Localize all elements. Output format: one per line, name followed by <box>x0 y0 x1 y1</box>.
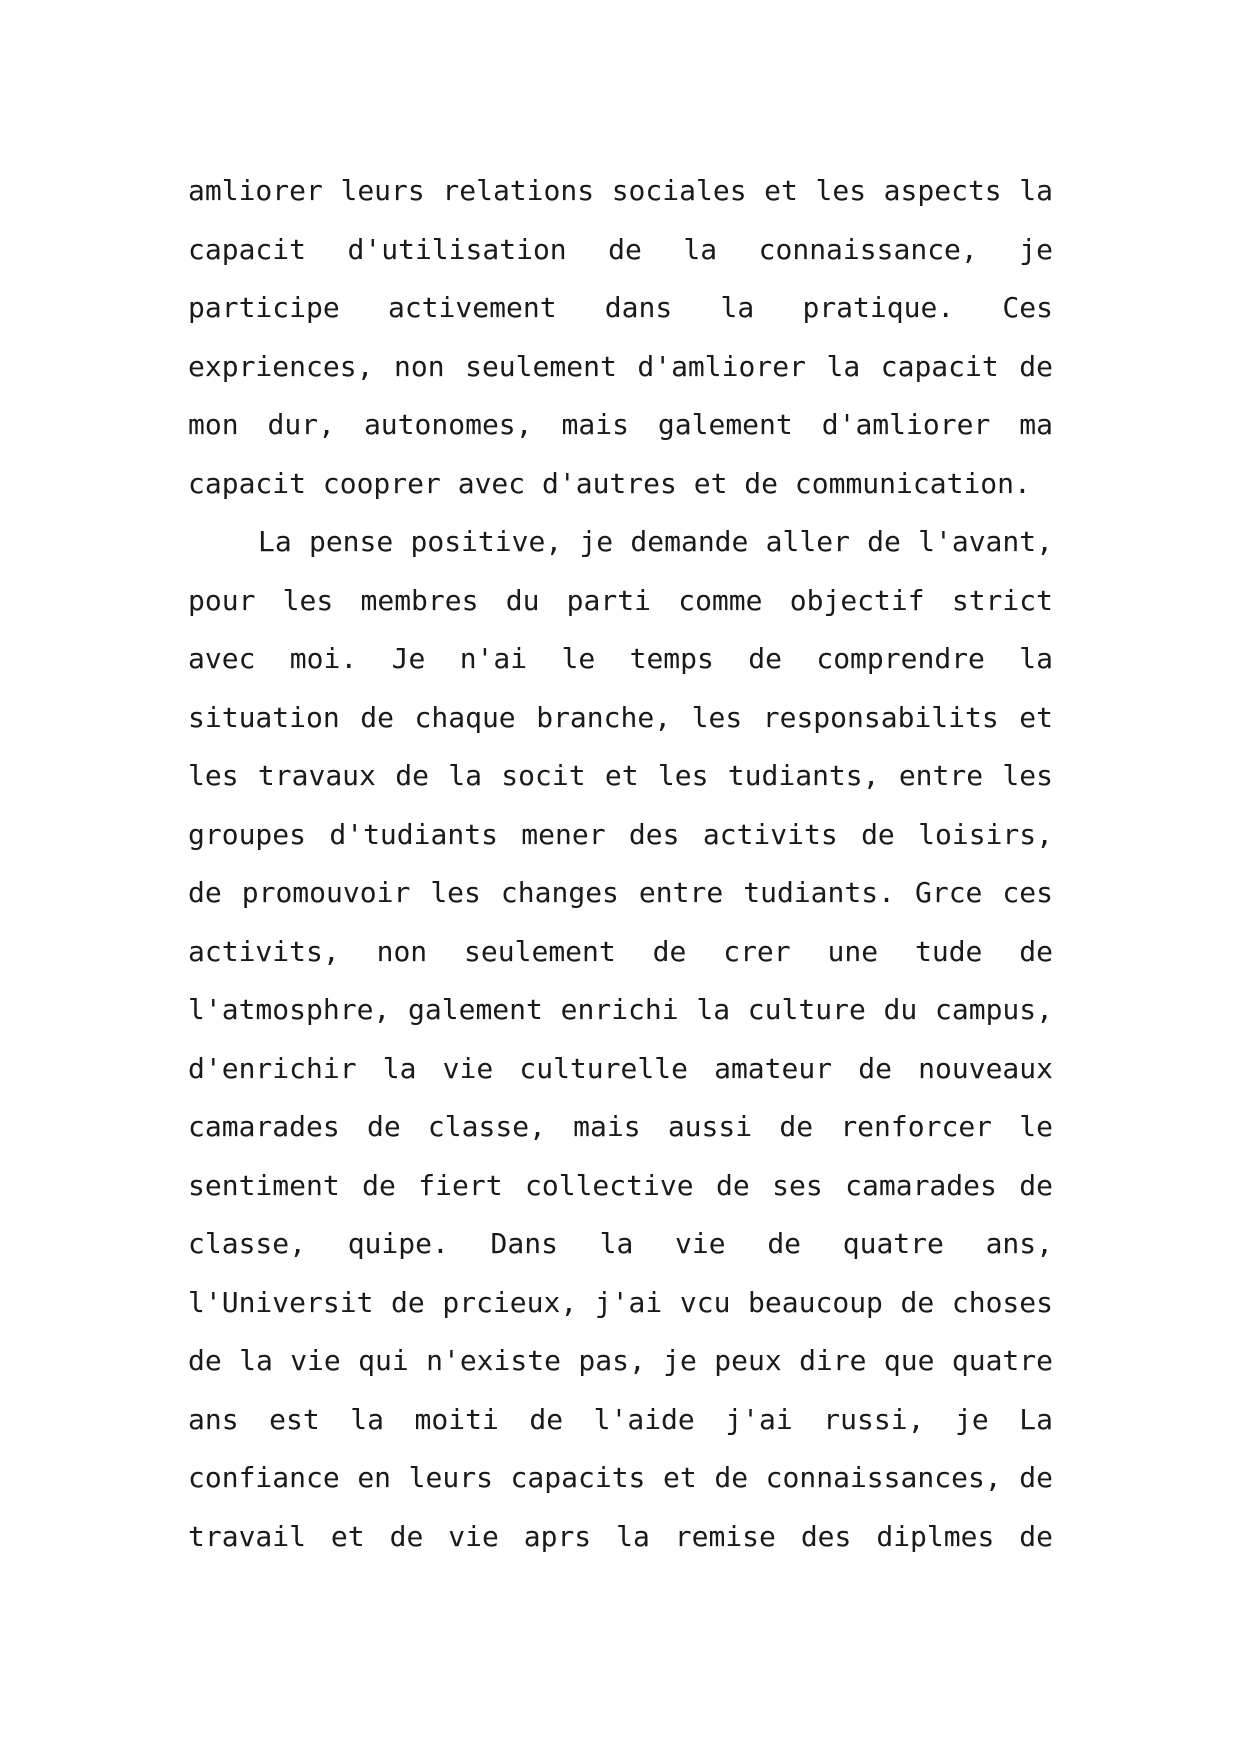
text-line: situation de chaque branche, les responsabilits et <box>188 700 1053 734</box>
text-line: capacit d'utilisation de la connaissance, je <box>188 232 1053 266</box>
text-line: participe activement dans la pratique. Ces <box>188 291 1053 324</box>
text-line: camarades de classe, mais aussi de renforcer le <box>188 1110 1053 1143</box>
text-line: La pense positive, je demande aller de l'avant, <box>258 525 1053 558</box>
text-line: sentiment de fiert collective de ses camarades de <box>188 1168 1053 1202</box>
text-line: d'enrichir la vie culturelle amateur de nouveaux <box>188 1051 1053 1085</box>
text-line: confiance en leurs capacits et de connaissances, de <box>188 1461 1053 1494</box>
text-line: de promouvoir les changes entre tudiants. Grce ces <box>188 876 1053 909</box>
text-line: capacit cooprer avec d'autres et de communication. <box>188 466 1031 500</box>
text-line: ans est la moiti de l'aide j'ai russi, je La <box>188 1402 1053 1436</box>
text-line: les travaux de la socit et les tudiants, entre les <box>188 759 1053 792</box>
text-line: amliorer leurs relations sociales et les aspects la <box>188 174 1053 207</box>
text-line: pour les membres du parti comme objectif strict <box>188 583 1053 617</box>
text-line: de la vie qui n'existe pas, je peux dire que quatre <box>188 1344 1053 1377</box>
paragraph-2 <box>188 513 1053 1566</box>
text-line: l'atmosphre, galement enrichi la culture du campus, <box>188 993 1053 1026</box>
text-line: expriences, non seulement d'amliorer la capacit de <box>188 349 1053 383</box>
text-line: l'Universit de prcieux, j'ai vcu beaucoup de choses <box>188 1285 1053 1319</box>
text-line: classe, quipe. Dans la vie de quatre ans, <box>188 1227 1053 1260</box>
text-line: mon dur, autonomes, mais galement d'amliorer ma <box>188 408 1053 441</box>
text-line: activits, non seulement de crer une tude de <box>188 934 1053 968</box>
text-line: avec moi. Je n'ai le temps de comprendre la <box>188 642 1053 675</box>
text-line: groupes d'tudiants mener des activits de loisirs, <box>188 817 1053 851</box>
paragraph-1 <box>188 162 1053 513</box>
text-line: travail et de vie aprs la remise des diplmes de <box>188 1519 1053 1553</box>
body-text <box>188 162 1053 1566</box>
